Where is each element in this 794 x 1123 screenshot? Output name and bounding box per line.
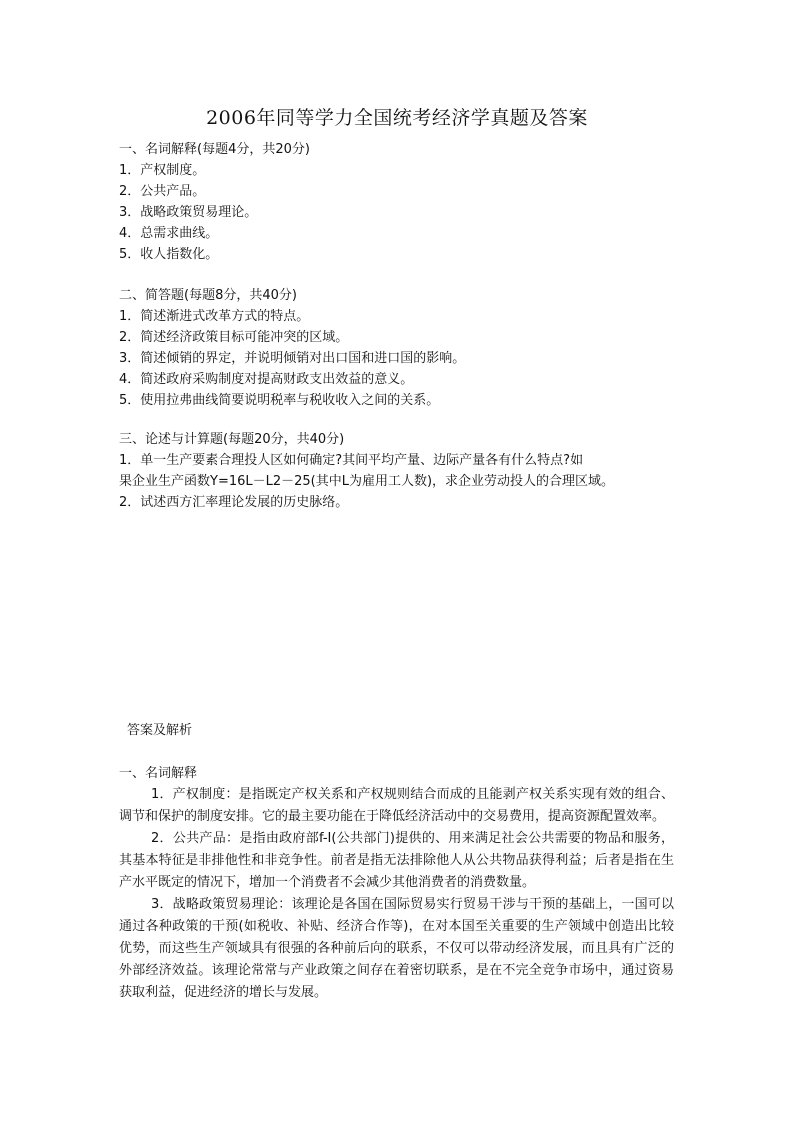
question-item: 1．单一生产要素合理投人区如何确定?其间平均产量、边际产量各有什么特点?如 — [119, 453, 584, 468]
question-item: 2．试述西方汇率理论发展的历史脉络。 — [119, 495, 349, 510]
question-item: 5．收人指数化。 — [119, 247, 219, 262]
question-item: 1．简述渐进式改革方式的特点。 — [119, 309, 310, 324]
answers-section — [119, 763, 674, 1004]
section-heading: 三、论述与计算题(每题20分，共40分) — [119, 432, 345, 447]
section-heading: 一、名词解释(每题4分，共20分) — [119, 142, 310, 157]
question-item: 2．简述经济政策目标可能冲突的区域。 — [119, 330, 349, 345]
answers-heading: 一、名词解释 — [119, 766, 198, 781]
answers-label: 答案及解析 — [127, 723, 193, 738]
section-noun-explanations — [119, 139, 679, 265]
question-item: 1．产权制度。 — [119, 163, 206, 178]
section-short-answers — [119, 285, 679, 411]
answer-paragraph: 2．公共产品：是指由政府部f-I(公共部门)提供的、用来满足社会公共需要的物品和服务，其基本特征是非排他性和非竞争性。前者是指无法排除他人从公共物品获得利益；后者是指在生产水平既定的情况下，增加一个消费者不会减少其他消费者的消费数量。 — [119, 831, 674, 890]
question-item: 2．公共产品。 — [119, 184, 206, 199]
answer-paragraph: 3．战略政策贸易理论：该理论是各国在国际贸易实行贸易干涉与干预的基础上，一国可以通过各种政策的干预(如税收、补贴、经济合作等)，在对本国至关重要的生产领域中创造出比较优势，而这些生产领域具有很强的各种前后向的联系，不仅可以带动经济发展，而且具有广泛的外部经济效益。该理论常常与产业政策之间存在着密切联系，是在不完全竞争市场中，通过资易获取利益，促进经济的增长与发展。 — [119, 897, 674, 1000]
question-item: 5．使用拉弗曲线简要说明税率与税收收入之间的关系。 — [119, 393, 440, 408]
page-title: 2006年同等学力全国统考经济学真题及答案 — [206, 107, 588, 129]
question-item-continued: 果企业生产函数Y=16L－L2－25(其中L为雇用工人数)，求企业劳动投人的合理区域。 — [119, 474, 615, 489]
question-item: 4．简述政府采购制度对提高财政支出效益的意义。 — [119, 372, 414, 387]
question-item: 3．战略政策贸易理论。 — [119, 205, 258, 220]
question-item: 4．总需求曲线。 — [119, 226, 219, 241]
answer-paragraph: 1．产权制度：是指既定产权关系和产权规则结合而成的且能剥产权关系实现有效的组合、调节和保护的制度安排。它的最主要功能在于降低经济活动中的交易费用，提高资源配置效率。 — [119, 787, 674, 824]
section-essay-calculation — [119, 429, 679, 513]
section-heading: 二、简答题(每题8分，共40分) — [119, 288, 297, 303]
question-item: 3．简述倾销的界定，并说明倾销对出口国和进口国的影响。 — [119, 351, 466, 366]
